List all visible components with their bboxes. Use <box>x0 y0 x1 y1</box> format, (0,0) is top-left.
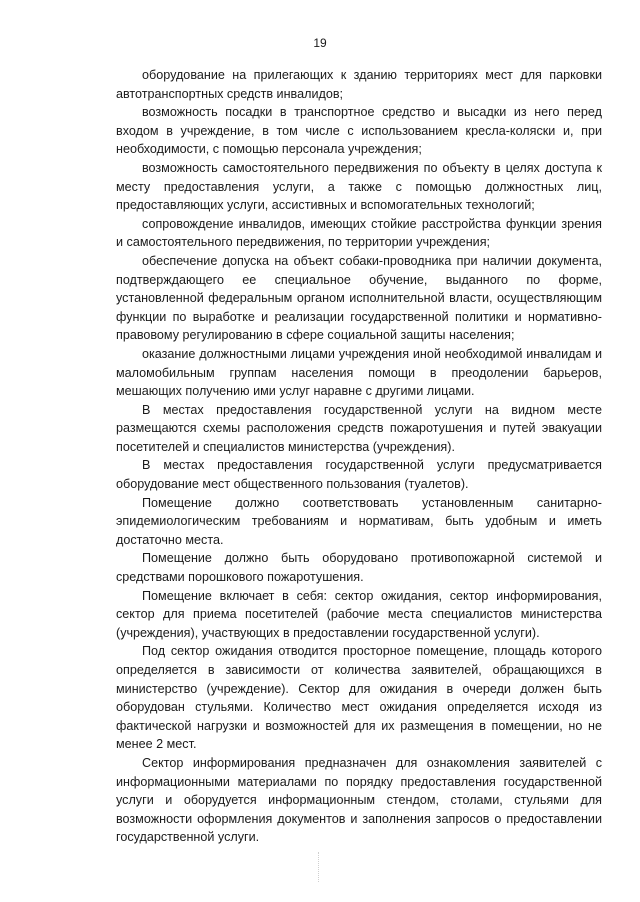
paragraph-waiting-sector: Под сектор ожидания отводится просторное помещение, площадь которого определяется в зависимости от количества заявителей, обращающихся в министерство (учреждение). Сектор для ожидания в очереди должен быть оборудован стульями. Количество мест ожидания определяется исходя из фактической нагрузки и возможностей для их размещения в помещении, но не менее 2 мест. <box>116 644 602 752</box>
paragraph-sectors: Помещение включает в себя: сектор ожидания, сектор информирования, сектор для приема посетителей (рабочие места специалистов министерства (учреждения), участвующих в предоставлении государственной услуги). <box>116 588 602 640</box>
document-body <box>116 66 602 847</box>
paragraph-guide-dog: обеспечение допуска на объект собаки-проводника при наличии документа, подтверждающего ее специальное обучение, выданного по форме, установленной федеральным органом исполнительной власти, осуществляющим функции по выработке и реализации государственной политики и нормативно-правовому регулированию в сфере социальной защиты населения; <box>116 253 602 343</box>
paragraph-fire-safety: Помещение должно быть оборудовано противопожарной системой и средствами порошкового пожаротушения. <box>116 551 602 585</box>
paragraph-evacuation-schemes: В местах предоставления государственной услуги на видном месте размещаются схемы расположения средств пожаротушения и путей эвакуации посетителей и специалистов министерства (учреждения). <box>116 402 602 454</box>
paragraph-information-sector: Сектор информирования предназначен для ознакомления заявителей с информационными материалами по порядку предоставления государственной услуги и оборудуется информационным стендом, столами, стульями для возможности оформления документов и заполнения запросов о предоставлении государственной услуги. <box>116 755 602 845</box>
paragraph-public-facilities: В местах предоставления государственной услуги предусматривается оборудование мест общественного пользования (туалетов). <box>116 458 602 492</box>
paragraph-movement: возможность самостоятельного передвижения по объекту в целях доступа к месту предоставления услуги, а также с помощью должностных лиц, предоставляющих услуги, ассистивных и вспомогательных технологий; <box>116 160 602 213</box>
paragraph-boarding: возможность посадки в транспортное средство и высадки из него перед входом в учреждение, в том числе с использованием кресла-коляски и, при необходимости, с помощью персонала учреждения; <box>116 105 602 157</box>
page-number: 19 <box>313 36 327 50</box>
scan-artifact-line <box>318 852 320 882</box>
paragraph-sanitary-requirements: Помещение должно соответствовать установленным санитарно-эпидемиологическим требованиям и нормативам, быть удобным и иметь достаточно места. <box>116 495 602 547</box>
paragraph-parking: оборудование на прилегающих к зданию территориях мест для парковки автотранспортных средств инвалидов; <box>116 68 602 101</box>
paragraph-escort: сопровождение инвалидов, имеющих стойкие расстройства функции зрения и самостоятельного передвижения, по территории учреждения; <box>116 216 602 250</box>
paragraph-assistance: оказание должностными лицами учреждения иной необходимой инвалидам и маломобильным группам населения помощи в преодолении барьеров, мешающих получению ими услуг наравне с другими лицами. <box>116 346 602 399</box>
